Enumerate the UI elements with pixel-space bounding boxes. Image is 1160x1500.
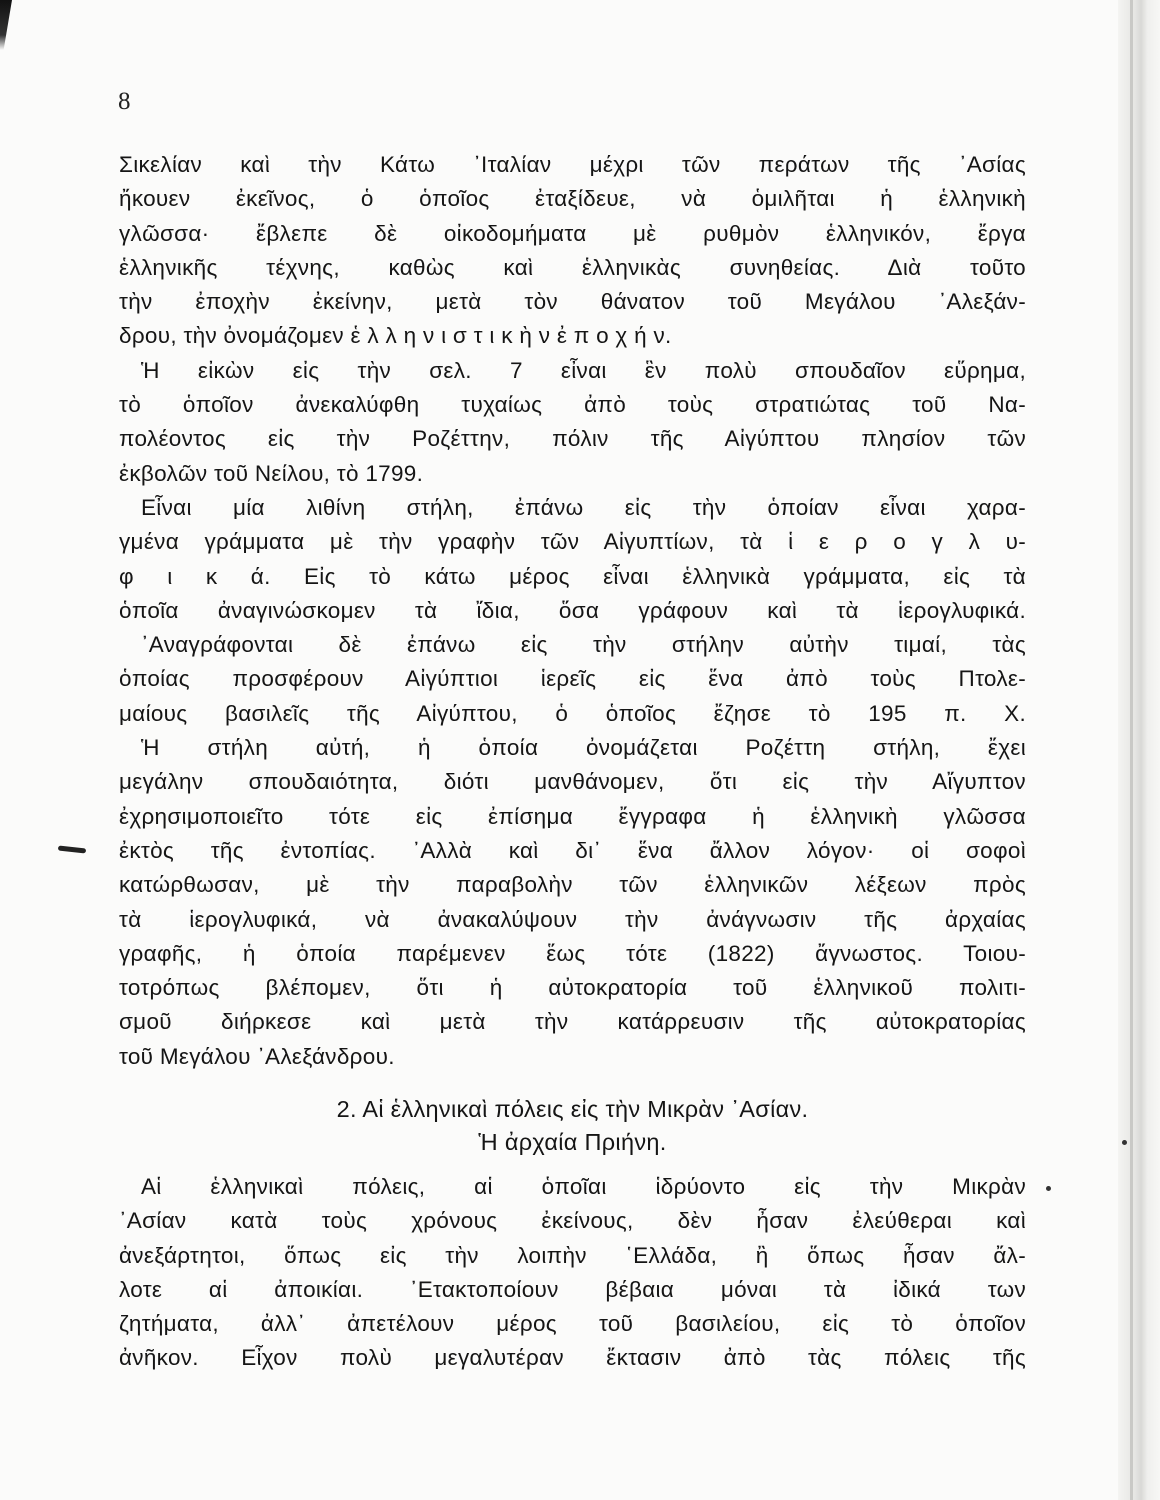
- text-line: ᾿Αναγράφονται δὲ ἐπάνω εἰς τὴν στήλην αὐτὴν τιμαί, τὰς: [141, 632, 1026, 658]
- scan-corner-mark: [0, 0, 12, 50]
- text-line: μαίους βασιλεῖς τῆς Αἰγύπτου, ὁ ὁποῖος ἔζησε τὸ 195 π. Χ.: [119, 700, 1026, 726]
- text-line: πολέοντος εἰς τὴν Ροζέττην, πόλιν τῆς Αἰγύπτου πλησίον τῶν: [119, 426, 1026, 452]
- text-line: Ἡ στήλη αὐτή, ἡ ὁποία ὀνομάζεται Ροζέττη στήλη, ἔχει: [141, 735, 1026, 761]
- text-line: ἀνῆκον. Εἶχον πολὺ μεγαλυτέραν ἔκτασιν ἀπὸ τὰς πόλεις τῆς: [119, 1345, 1026, 1371]
- page-number: 8: [118, 88, 131, 115]
- body-text: [119, 148, 1026, 1074]
- text-line: δρου, τὴν ὀνομάζομεν ἑ λ λ η ν ι σ τ ι κ ὴ ν ἐ π ο χ ή ν.: [119, 323, 672, 349]
- text-line: ἐκτὸς τῆς ἐντοπίας. ᾿Αλλὰ καὶ δι᾿ ἕνα ἄλλον λόγον· οἱ σοφοὶ: [119, 837, 1026, 863]
- margin-mark: [58, 846, 86, 854]
- text-line: Εἶναι μία λιθίνη στήλη, ἐπάνω εἰς τὴν ὁποίαν εἶναι χαρα-: [141, 494, 1026, 520]
- text-line: Ἡ εἰκὼν εἰς τὴν σελ. 7 εἶναι ἓν πολὺ σπουδαῖον εὕρημα,: [141, 357, 1026, 383]
- text-line: γμένα γράμματα μὲ τὴν γραφὴν τῶν Αἰγυπτίων, τὰ ἱ ε ρ ο γ λ υ-: [119, 529, 1026, 555]
- text-line: φ ι κ ά. Εἰς τὸ κάτω μέρος εἶναι ἑλληνικὰ γράμματα, εἰς τὰ: [119, 563, 1026, 589]
- text-line: γλῶσσα· ἔβλεπε δὲ οἰκοδομήματα μὲ ρυθμὸν ἑλληνικόν, ἔργα: [119, 220, 1026, 246]
- text-line: κατώρθωσαν, μὲ τὴν παραβολὴν τῶν ἑλληνικῶν λέξεων πρὸς: [119, 872, 1026, 898]
- text-line: γραφῆς, ἡ ὁποία παρέμενεν ἕως τότε (1822) ἄγνωστος. Τοιου-: [119, 940, 1026, 966]
- text-line: ἐχρησιμοποιεῖτο τότε εἰς ἐπίσημα ἔγγραφα ἡ ἑλληνικὴ γλῶσσα: [119, 803, 1026, 829]
- section-heading-title: 2. Αἱ ἑλληνικαὶ πόλεις εἰς τὴν Μικρὰν ᾿Ασίαν.: [336, 1096, 809, 1122]
- text-line: τὰ ἱερογλυφικά, νὰ ἀνακαλύψουν τὴν ἀνάγνωσιν τῆς ἀρχαίας: [119, 906, 1026, 932]
- text-line: ὁποῖα ἀναγινώσκομεν τὰ ἴδια, ὅσα γράφουν καὶ τὰ ἱερογλυφικά.: [119, 597, 1026, 623]
- text-line: ὁποίας προσφέρουν Αἰγύπτιοι ἱερεῖς εἰς ἕνα ἀπὸ τοὺς Πτολε-: [119, 666, 1026, 692]
- text-line: τὴν ἐποχὴν ἐκείνην, μετὰ τὸν θάνατον τοῦ Μεγάλου ᾿Αλεξάν-: [119, 289, 1026, 315]
- text-line: ᾿Ασίαν κατὰ τοὺς χρόνους ἐκείνους, δὲν ἦσαν ἐλεύθεραι καὶ: [119, 1208, 1026, 1234]
- section-heading-subtitle: Ἡ ἀρχαία Πριήνη.: [478, 1129, 667, 1155]
- text-line: τὸ ὁποῖον ἀνεκαλύφθη τυχαίως ἀπὸ τοὺς στρατιώτας τοῦ Να-: [119, 392, 1026, 418]
- text-line: τοῦ Μεγάλου ᾿Αλεξάνδρου.: [119, 1043, 395, 1069]
- text-line: μεγάλην σπουδαιότητα, διότι μανθάνομεν, ὅτι εἰς τὴν Αἴγυπτον: [119, 769, 1026, 795]
- text-line: Αἱ ἑλληνικαὶ πόλεις, αἱ ὁποῖαι ἱδρύοντο εἰς τὴν Μικρὰν: [141, 1174, 1026, 1199]
- text-line: Σικελίαν καὶ τὴν Κάτω ᾿Ιταλίαν μέχρι τῶν περάτων τῆς ᾿Ασίας: [119, 152, 1026, 177]
- text-line: ἐκβολῶν τοῦ Νείλου, τὸ 1799.: [119, 460, 424, 486]
- text-line: ζητήματα, ἀλλ᾿ ἀπετέλουν μέρος τοῦ βασιλείου, εἰς τὸ ὁποῖον: [119, 1311, 1026, 1337]
- scan-speck: [1046, 1186, 1051, 1191]
- text-line: ἑλληνικῆς τέχνης, καθὼς καὶ ἑλληνικὰς συνηθείας. Διὰ τοῦτο: [119, 254, 1026, 280]
- section-body-text: [119, 1170, 1026, 1376]
- scan-speck: [1122, 1140, 1127, 1145]
- text-line: σμοῦ διήρκεσε καὶ μετὰ τὴν κατάρρευσιν τῆς αὐτοκρατορίας: [119, 1009, 1026, 1035]
- text-line: ἀνεξάρτητοι, ὅπως εἰς τὴν λοιπὴν ῾Ελλάδα, ἢ ὅπως ἦσαν ἄλ-: [119, 1242, 1026, 1268]
- text-line: ἤκουεν ἐκεῖνος, ὁ ὁποῖος ἐταξίδευε, νὰ ὁμιλῆται ἡ ἑλληνικὴ: [119, 186, 1026, 212]
- text-line: λοτε αἱ ἀποικίαι. ᾿Ετακτοποίουν βέβαια μόναι τὰ ἰδικά των: [119, 1276, 1026, 1302]
- text-line: τοτρόπως βλέπομεν, ὅτι ἡ αὐτοκρατορία τοῦ ἑλληνικοῦ πολιτι-: [119, 975, 1026, 1001]
- section-heading: [119, 1093, 1026, 1159]
- page-binding-edge: [1118, 0, 1160, 1500]
